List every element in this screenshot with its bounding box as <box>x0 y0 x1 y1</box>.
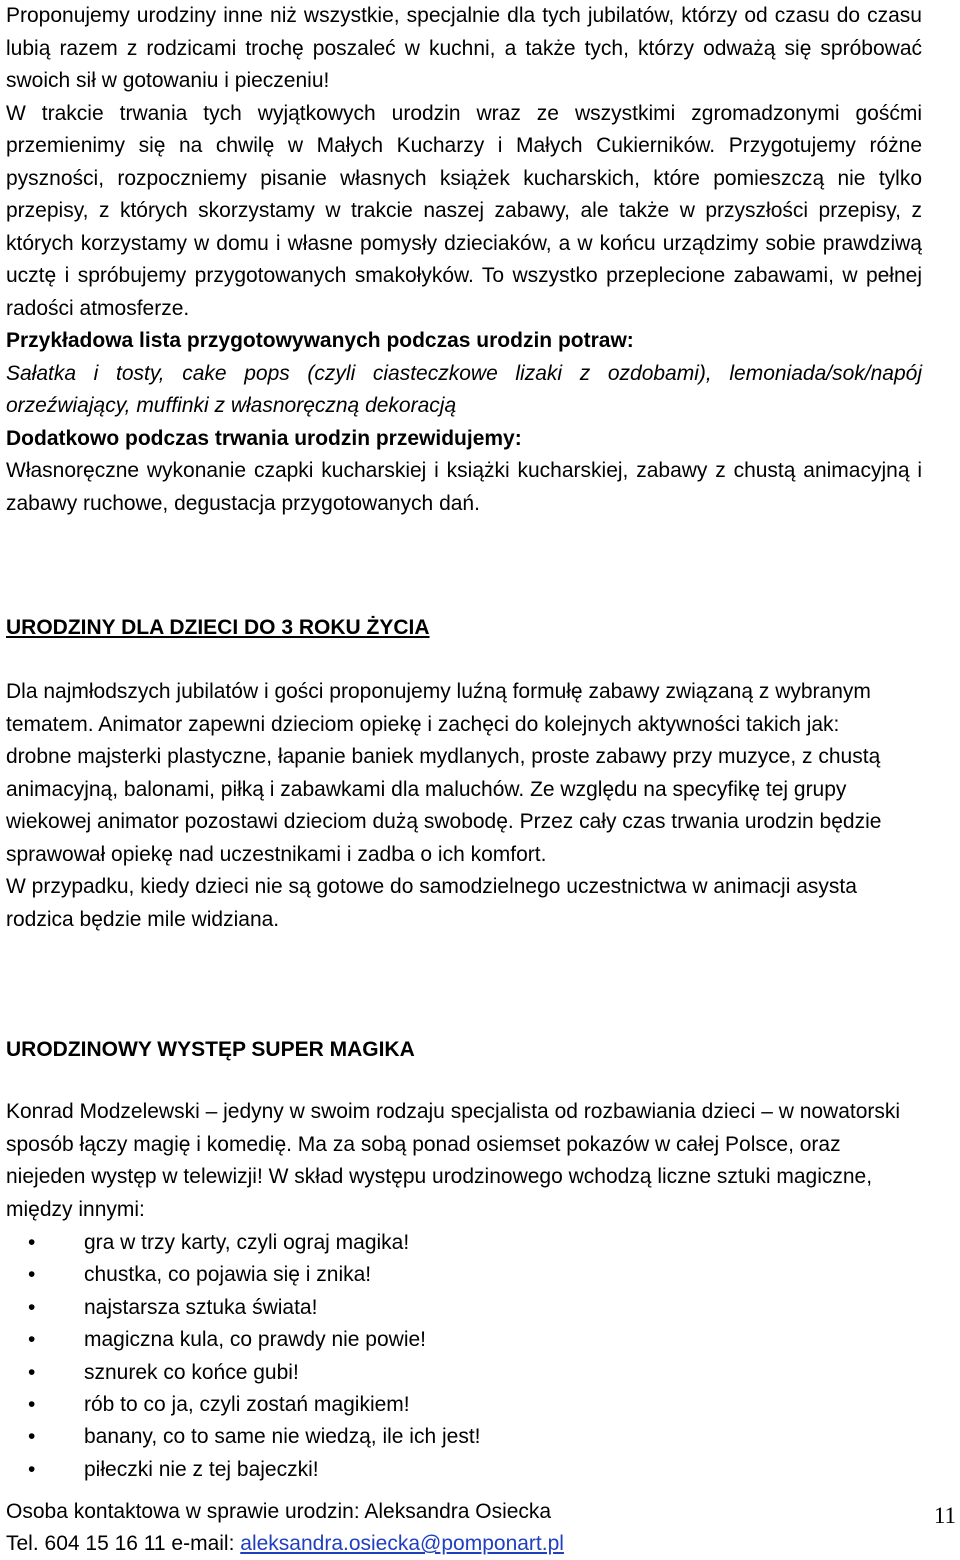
list-item: • najstarsza sztuka świata! <box>6 1292 922 1324</box>
intro-paragraph-3: Przygotujemy różne pyszności, rozpoczniemy pisanie własnych książek kucharskich, które pomieszczą nie tylko przepisy, z których skorzystamy w trakcie naszej zabawy, ale także w przyszłości przepisy, z których korzystamy w domu i własne pomysły dzieciaków, a w końcu urządzimy sobie prawdziwą ucztę i spróbujemy przygotowanych smakołyków. To wszystko przeplecione zabawami, w pełnej radości atmosferze. <box>6 134 923 320</box>
extras-heading: Dodatkowo podczas trwania urodzin przewidujemy: <box>6 426 522 450</box>
list-item: • chustka, co pojawia się i znika! <box>6 1259 922 1291</box>
bullet-icon: • <box>28 1425 36 1449</box>
bullet-icon: • <box>28 1328 36 1352</box>
toddlers-section-heading: URODZINY DLA DZIECI DO 3 ROKU ŻYCIA <box>6 616 430 639</box>
list-item: • banany, co to same nie wiedzą, ile ich jest! <box>6 1421 922 1453</box>
bullet-icon: • <box>28 1457 36 1481</box>
magic-tricks-list <box>6 1227 922 1486</box>
bullet-icon: • <box>28 1360 36 1384</box>
dish-list-text: Sałatka i tosty, cake pops (czyli ciasteczkowe lizaki z ozdobami), lemoniada/sok/napój orzeźwiający, muffinki z własnoręczną dekoracją <box>6 361 922 417</box>
email-link[interactable]: aleksandra.osiecka@pomponart.pl <box>240 1532 564 1555</box>
list-item: • magiczna kula, co prawdy nie powie! <box>6 1324 922 1356</box>
toddlers-paragraph-1: Dla najmłodszych jubilatów i gości proponujemy luźną formułę zabawy związaną z wybranym tematem. Animator zapewni dzieciom opiekę i zachęci do kolejnych aktywności takich jak: drobne majsterki plastyczne, łapanie baniek mydlanych, proste zabawy przy muzyce, z chustą animacyjną, balonami, piłką i zabawkami dla maluchów. Ze względu na specyfikę tej grupy wiekowej animator pozostawi dzieciom dużą swobodę. Przez cały czas trwania urodzin będzie sprawował opiekę nad uczestnikami i zadba o ich komfort. <box>6 680 882 866</box>
contact-person: Osoba kontaktowa w sprawie urodzin: Aleksandra Osiecka <box>6 1500 552 1523</box>
list-item: • rób to co ja, czyli zostań magikiem! <box>6 1389 922 1421</box>
intro-section <box>6 0 922 520</box>
list-item: • piłeczki nie z tej bajeczki! <box>6 1454 922 1486</box>
bullet-icon: • <box>28 1231 36 1254</box>
intro-paragraph-1: Proponujemy urodziny inne niż wszystkie, specjalnie dla tych jubilatów, którzy od czasu do czasu lubią razem z rodzicami trochę poszaleć w kuchni, a także tych, którzy odważą się spróbować swoich sił w gotowaniu i pieczeniu! <box>6 4 922 92</box>
intro-paragraph-2: W trakcie trwania tych wyjątkowych urodzin wraz ze wszystkimi zgromadzonymi gośćmi przemienimy się na chwilę w Małych Kucharzy i Małych Cukierników. <box>6 101 922 157</box>
page-footer <box>6 1496 954 1560</box>
bullet-icon: • <box>28 1392 36 1416</box>
magic-section-heading: URODZINOWY WYSTĘP SUPER MAGIKA <box>6 1038 415 1061</box>
contact-details <box>6 1528 954 1560</box>
list-item: • gra w trzy karty, czyli ograj magika! <box>6 1227 922 1259</box>
bullet-icon: • <box>28 1295 36 1319</box>
bullet-icon: • <box>28 1263 36 1287</box>
extras-text: Własnoręczne wykonanie czapki kucharskiej i książki kucharskiej, zabawy z chustą animacyjną i zabawy ruchowe, degustacja przygotowanych dań. <box>6 459 922 515</box>
dish-list-heading: Przykładowa lista przygotowywanych podczas urodzin potraw: <box>6 329 634 352</box>
toddlers-paragraph-2: W przypadku, kiedy dzieci nie są gotowe do samodzielnego uczestnictwa w animacji asysta rodzica będzie mile widziana. <box>6 875 857 931</box>
page-number: 11 <box>933 1503 956 1528</box>
list-item: • sznurek co końce gubi! <box>6 1357 922 1389</box>
toddlers-section <box>6 676 906 936</box>
phone-email-label: Tel. 604 15 16 11 e-mail: <box>6 1532 241 1555</box>
magic-intro-paragraph: Konrad Modzelewski – jedyny w swoim rodzaju specjalista od rozbawiania dzieci – w nowatorski sposób łączy magię i komedię. Ma za sobą ponad osiemset pokazów w całej Polsce, oraz niejeden występ w telewizji! W skład występu urodzinowego wchodzą liczne sztuki magiczne, między innymi: <box>6 1100 901 1221</box>
